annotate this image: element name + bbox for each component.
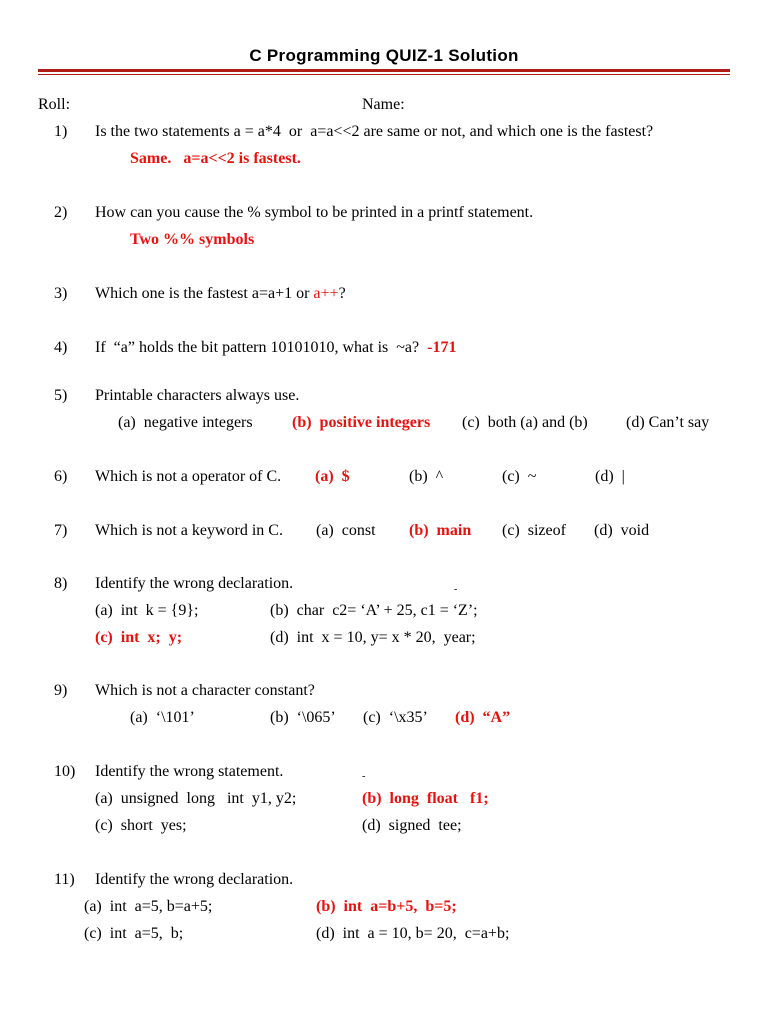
question-number: 1) (54, 123, 68, 140)
question-number: 2) (54, 204, 68, 221)
option-d: (d) signed tee; (362, 817, 462, 834)
option-a: (a) int a=5, b=a+5; (84, 898, 213, 915)
option-b-correct: (b) positive integers (292, 414, 431, 431)
stray-mark: - (362, 771, 366, 782)
question-text: Which is not a keyword in C. (95, 522, 283, 539)
option-b-correct: (b) long float f1; (362, 790, 489, 807)
answer-text: Same. a=a<<2 is fastest. (130, 150, 301, 167)
question-number: 3) (54, 285, 68, 302)
title-rule-thin (38, 74, 730, 75)
title-rule-thick (38, 69, 730, 72)
option-d-correct: (d) “A” (455, 709, 511, 726)
option-b: (b) char c2= ‘A’ + 25, c1 = ‘Z’; (270, 602, 478, 619)
option-b: (b) ^ (409, 468, 444, 485)
answer-text: -171 (427, 339, 457, 356)
question-text: If “a” holds the bit pattern 10101010, what is ~a? (95, 339, 420, 356)
question-number: 4) (54, 339, 68, 356)
answer-text: Two %% symbols (130, 231, 255, 248)
answer-text: a++ (313, 285, 339, 302)
option-d: (d) | (595, 468, 625, 485)
option-c: (c) ‘\x35’ (363, 709, 428, 726)
option-d: (d) int a = 10, b= 20, c=a+b; (316, 925, 510, 942)
option-d: (d) int x = 10, y= x * 20, year; (270, 629, 476, 646)
option-c: (c) int a=5, b; (84, 925, 184, 942)
option-b-correct: (b) int a=b+5, b=5; (316, 898, 457, 915)
page-title: C Programming QUIZ-1 Solution (249, 46, 519, 65)
option-c-correct: (c) int x; y; (95, 629, 183, 646)
question-number: 7) (54, 522, 68, 539)
option-a: (a) negative integers (118, 414, 253, 431)
question-number: 5) (54, 387, 68, 404)
question-text: Is the two statements a = a*4 or a=a<<2 are same or not, and which one is the fastest? (95, 123, 654, 140)
name-label: Name: (362, 96, 405, 113)
question-line (95, 284, 346, 304)
option-b: (b) ‘\065’ (270, 709, 336, 726)
question-text: Which is not a character constant? (95, 682, 315, 699)
roll-label: Roll: (38, 96, 71, 113)
question-number: 11) (54, 871, 75, 888)
option-a: (a) int k = {9}; (95, 602, 199, 619)
question-text: Identify the wrong declaration. (95, 871, 294, 888)
question-text: Which is not a operator of C. (95, 468, 282, 485)
question-number: 10) (54, 763, 76, 780)
question-text: Which one is the fastest a=a+1 or (95, 285, 310, 302)
option-a: (a) ‘\101’ (130, 709, 195, 726)
question-number: 8) (54, 575, 68, 592)
option-a: (a) unsigned long int y1, y2; (95, 790, 297, 807)
option-b-correct: (b) main (409, 522, 472, 539)
option-c: (c) ~ (502, 468, 537, 485)
question-text: Identify the wrong statement. (95, 763, 284, 780)
option-d: (d) Can’t say (626, 414, 710, 431)
question-line (95, 338, 456, 358)
option-c: (c) both (a) and (b) (462, 414, 588, 431)
option-a-correct: (a) $ (315, 468, 350, 485)
option-c: (c) sizeof (502, 522, 566, 539)
question-number: 6) (54, 468, 68, 485)
option-a: (a) const (316, 522, 376, 539)
question-text: Identify the wrong declaration. (95, 575, 294, 592)
option-c: (c) short yes; (95, 817, 187, 834)
question-text: How can you cause the % symbol to be printed in a printf statement. (95, 204, 534, 221)
question-suffix: ? (338, 285, 346, 302)
question-text: Printable characters always use. (95, 387, 300, 404)
option-d: (d) void (594, 522, 650, 539)
question-number: 9) (54, 682, 68, 699)
stray-mark: - (454, 584, 458, 595)
